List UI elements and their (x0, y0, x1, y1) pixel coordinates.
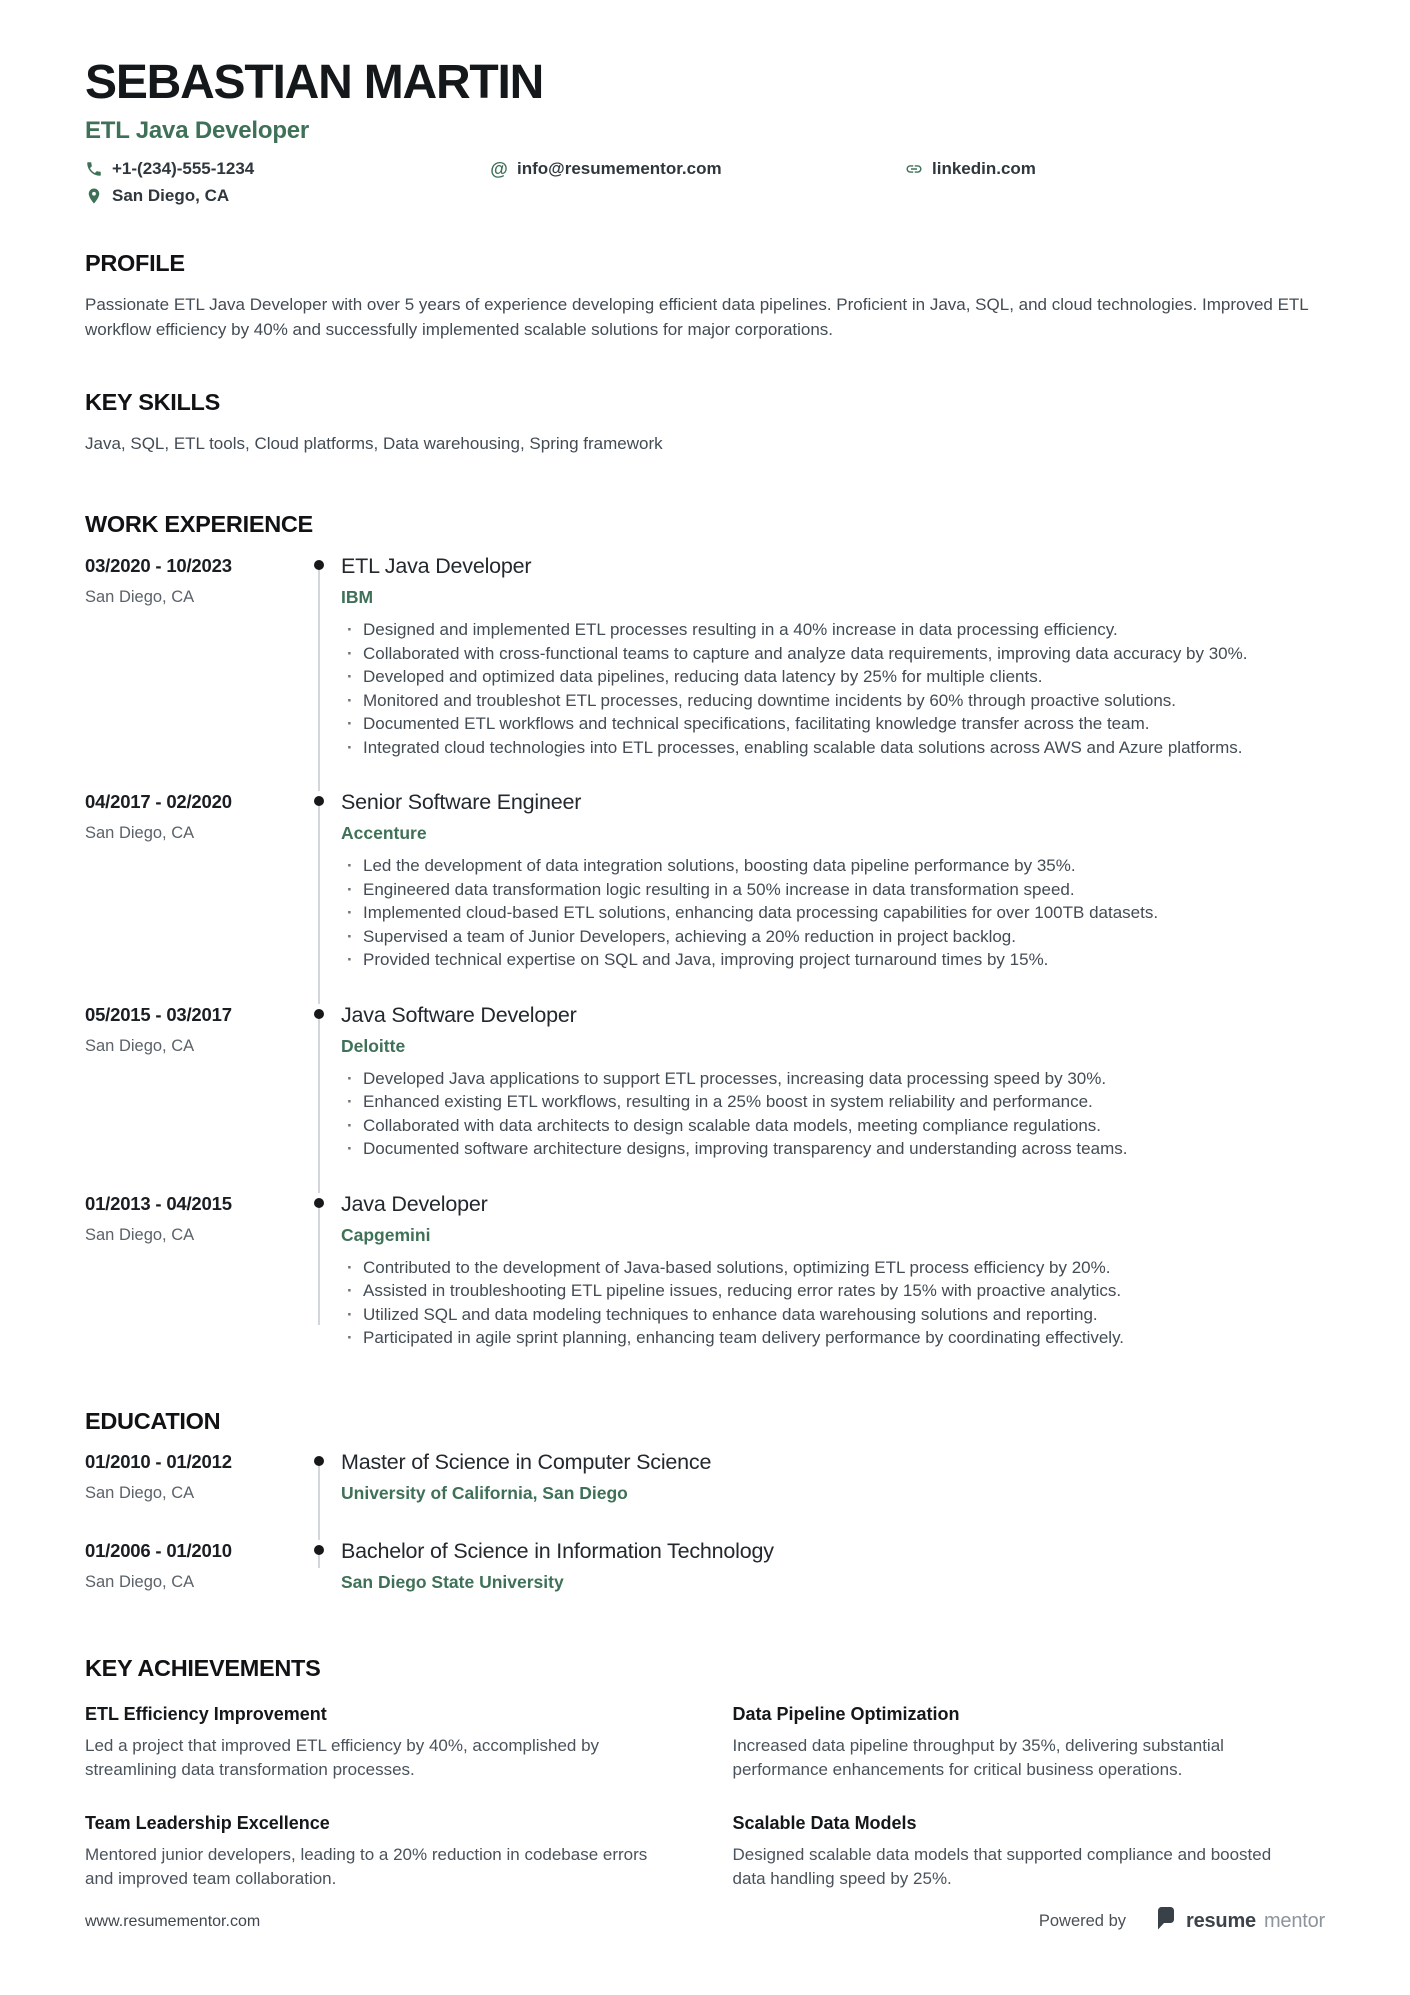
achievement-item (733, 1704, 1326, 1782)
location-text: San Diego, CA (112, 186, 230, 206)
email-address: info@resumementor.com (517, 159, 722, 179)
bullet-list (341, 854, 1325, 972)
entry-body (341, 555, 1325, 759)
linkedin-url: linkedin.com (932, 159, 1036, 179)
achievement-text: Designed scalable data models that supported compliance and boosted data handling speed by 25%. (732, 1844, 1272, 1888)
profile-text: Passionate ETL Java Developer with over 5 years of experience developing efficient data pipelines. Proficient in Java, SQL, and cloud technologies. Improved ETL workflow efficiency by 40% and successfully implemented scalable solutions for major corporations. (85, 295, 1309, 340)
achievement-title: Scalable Data Models (732, 1812, 917, 1833)
entry-left-column (85, 791, 297, 972)
resumementor-brand (1154, 1906, 1325, 1937)
work-entry (85, 555, 1325, 759)
work-entry (85, 1193, 1325, 1350)
bullet-item: · Supervised a team of Junior Developers, achieving a 20% reduction in project backlog. (341, 925, 1325, 949)
timeline-dot (314, 1456, 324, 1466)
school-name: San Diego State University (341, 1571, 564, 1592)
timeline-gutter (297, 1193, 341, 1350)
bullet-item: · Enhanced existing ETL workflows, resulting in a 25% boost in system reliability and performance. (341, 1090, 1325, 1114)
website-link[interactable]: www.resumementor.com (85, 1912, 261, 1930)
candidate-job-title: ETL Java Developer (85, 117, 310, 145)
candidate-name: SEBASTIAN MARTIN (85, 56, 544, 109)
bullet-list (341, 1067, 1325, 1161)
timeline-line (318, 1207, 320, 1325)
entry-left-column (85, 1193, 297, 1350)
timeline-dot (314, 1198, 324, 1208)
link-icon (905, 160, 923, 178)
bullet-item: · Utilized SQL and data modeling techniques to enhance data warehousing solutions and reporting. (341, 1303, 1325, 1327)
achievements-grid (85, 1704, 1325, 1891)
email-at-icon: @ (490, 159, 508, 180)
company-name: IBM (341, 587, 374, 608)
achievement-item (85, 1813, 678, 1891)
bullet-item: · Implemented cloud-based ETL solutions, enhancing data processing capabilities for over 100TB datasets. (341, 901, 1325, 925)
bullet-list (341, 1256, 1325, 1350)
timeline-line (318, 1554, 320, 1568)
timeline-gutter (297, 555, 341, 759)
location-item (85, 186, 1325, 206)
entry-location: San Diego, CA (85, 588, 195, 607)
bullet-list (341, 618, 1325, 759)
bullet-item: · Collaborated with cross-functional teams to capture and analyze data requirements, improving data accuracy by 30%. (341, 642, 1325, 666)
entry-location: San Diego, CA (85, 1483, 195, 1502)
entry-date-range: 05/2015 - 03/2017 (85, 1003, 232, 1025)
education-entry (85, 1451, 1325, 1504)
bullet-item: · Developed and optimized data pipelines, reducing data latency by 25% for multiple clients. (341, 665, 1325, 689)
location-pin-icon (85, 187, 103, 205)
entry-date-range: 03/2020 - 10/2023 (85, 555, 232, 577)
entry-left-column (85, 1451, 297, 1504)
bullet-item: · Engineered data transformation logic resulting in a 50% increase in data transformation speed. (341, 878, 1325, 902)
timeline-dot (314, 796, 324, 806)
achievement-title: ETL Efficiency Improvement (85, 1703, 327, 1724)
entry-left-column (85, 1540, 297, 1593)
entry-body (341, 1193, 1325, 1350)
contact-info (85, 159, 1325, 206)
phone-number: +1-(234)-555-1234 (112, 159, 255, 179)
timeline-line (318, 805, 320, 1004)
entry-body (341, 1540, 1325, 1593)
entry-date-range: 04/2017 - 02/2020 (85, 791, 232, 813)
bullet-item: · Monitored and troubleshot ETL processes, reducing downtime incidents by 60% through proactive solutions. (341, 689, 1325, 713)
entry-body (341, 1004, 1325, 1161)
phone-link[interactable] (85, 159, 490, 179)
company-name: Accenture (341, 823, 427, 844)
company-name: Capgemini (341, 1224, 431, 1245)
school-name: University of California, San Diego (341, 1482, 628, 1503)
phone-icon (85, 160, 103, 178)
entry-left-column (85, 1004, 297, 1161)
entry-location: San Diego, CA (85, 824, 195, 843)
key-skills-text: Java, SQL, ETL tools, Cloud platforms, Data warehousing, Spring framework (85, 434, 663, 454)
key-skills-heading: KEY SKILLS (85, 389, 220, 416)
timeline-gutter (297, 1451, 341, 1504)
work-entries (85, 555, 1325, 1350)
degree-title: Master of Science in Computer Science (341, 1449, 712, 1474)
bullet-item: · Participated in agile sprint planning, enhancing team delivery performance by coordinating effectively. (341, 1326, 1325, 1350)
resumementor-logo-icon (1154, 1906, 1178, 1937)
brand-text-bold: resume (1186, 1910, 1256, 1932)
entry-left-column (85, 555, 297, 759)
achievement-text: Led a project that improved ETL efficiency by 40%, accomplished by streamlining data transformation processes. (85, 1735, 600, 1779)
work-entry (85, 791, 1325, 972)
entry-date-range: 01/2006 - 01/2010 (85, 1539, 232, 1561)
profile-heading: PROFILE (85, 250, 185, 277)
timeline-gutter (297, 791, 341, 972)
job-title: Java Developer (341, 1191, 488, 1216)
bullet-item: · Documented ETL workflows and technical specifications, facilitating knowledge transfer across the team. (341, 712, 1325, 736)
timeline-dot (314, 1545, 324, 1555)
bullet-item: · Assisted in troubleshooting ETL pipeline issues, reducing error rates by 15% with proactive analytics. (341, 1279, 1325, 1303)
work-entry (85, 1004, 1325, 1161)
job-title: Senior Software Engineer (341, 790, 582, 815)
work-experience-heading: WORK EXPERIENCE (85, 511, 313, 538)
entry-date-range: 01/2013 - 04/2015 (85, 1192, 232, 1214)
bullet-item: · Contributed to the development of Java-based solutions, optimizing ETL process efficiency by 20%. (341, 1256, 1325, 1280)
entry-body (341, 791, 1325, 972)
brand-text-light: mentor (1263, 1910, 1325, 1932)
bullet-item: · Collaborated with data architects to design scalable data models, meeting compliance regulations. (341, 1114, 1325, 1138)
bullet-item: · Led the development of data integration solutions, boosting data pipeline performance by 35%. (341, 854, 1325, 878)
bullet-item: · Provided technical expertise on SQL and Java, improving project turnaround times by 15%. (341, 948, 1325, 972)
entry-date-range: 01/2010 - 01/2012 (85, 1450, 232, 1472)
timeline-gutter (297, 1540, 341, 1593)
email-link[interactable] (490, 159, 905, 179)
job-title: ETL Java Developer (341, 554, 532, 579)
page-footer (85, 1906, 1325, 1937)
entry-body (341, 1451, 1325, 1504)
bullet-item: · Designed and implemented ETL processes resulting in a 40% increase in data processing efficiency. (341, 618, 1325, 642)
education-entry (85, 1540, 1325, 1593)
job-title: Java Software Developer (341, 1002, 577, 1027)
entry-location: San Diego, CA (85, 1572, 195, 1591)
achievement-text: Mentored junior developers, leading to a 20% reduction in codebase errors and improved team collaboration. (85, 1844, 648, 1888)
achievement-item (85, 1704, 678, 1782)
resume-header (85, 58, 1325, 206)
timeline-dot (314, 1009, 324, 1019)
bullet-item: · Developed Java applications to support ETL processes, increasing data processing speed by 30%. (341, 1067, 1325, 1091)
timeline-line (318, 569, 320, 791)
entry-location: San Diego, CA (85, 1225, 195, 1244)
bullet-item: · Integrated cloud technologies into ETL processes, enabling scalable data solutions across AWS and Azure platforms. (341, 736, 1325, 760)
entry-location: San Diego, CA (85, 1036, 195, 1055)
company-name: Deloitte (341, 1035, 406, 1056)
timeline-dot (314, 560, 324, 570)
degree-title: Bachelor of Science in Information Technology (341, 1538, 774, 1563)
timeline-line (318, 1018, 320, 1193)
achievement-item (733, 1813, 1326, 1891)
achievement-title: Team Leadership Excellence (85, 1812, 330, 1833)
timeline-line (318, 1465, 320, 1540)
powered-by-label: Powered by (1038, 1912, 1126, 1930)
education-heading: EDUCATION (85, 1407, 221, 1434)
education-entries (85, 1451, 1325, 1593)
linkedin-link[interactable] (905, 159, 1325, 179)
achievement-text: Increased data pipeline throughput by 35%, delivering substantial performance enhancements for critical business operations. (732, 1735, 1224, 1779)
achievement-title: Data Pipeline Optimization (732, 1703, 960, 1724)
key-achievements-heading: KEY ACHIEVEMENTS (85, 1654, 321, 1681)
timeline-gutter (297, 1004, 341, 1161)
bullet-item: · Documented software architecture designs, improving transparency and understanding across teams. (341, 1137, 1325, 1161)
